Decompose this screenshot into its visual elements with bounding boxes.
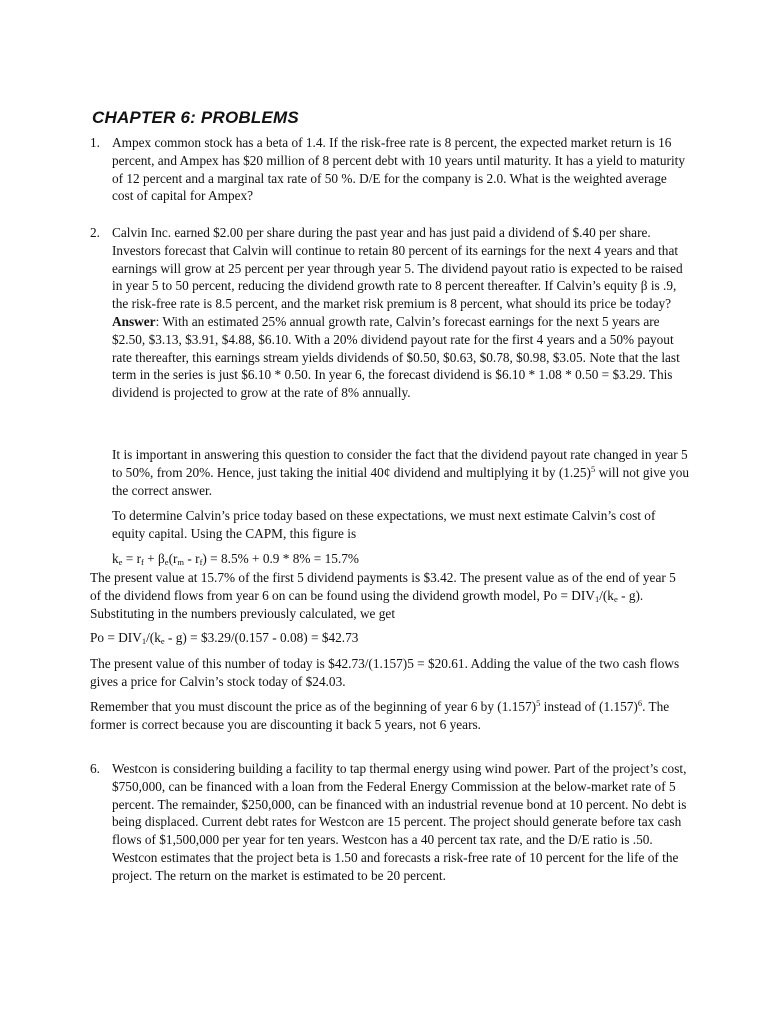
problem-2 <box>90 224 690 402</box>
problem-6 <box>90 760 690 885</box>
problem-text: Calvin Inc. earned $2.00 per share during the past year and has just paid a dividend of $.40 per share. Investors forecast that Calvin will continue to retain 80 percent of its earnings for the next 4 years and that earnings will grow at 25 percent per year through year 5. The dividend payout ratio is expected to be raised in year 5 to 50 percent, reducing the dividend growth rate to 8 percent thereafter. If Calvin’s equity β is .9, the risk-free rate is 8.5 percent, and the market risk premium is 8 percent, what should its price be today? <box>112 225 683 312</box>
present-value-today-paragraph: The present value of this number of today is $42.73/(1.157)5 = $20.61. Adding the value of the two cash flows gives a price for Calvin’s stock today of $24.03. <box>90 656 680 689</box>
remember-paragraph: Remember that you must discount the price as of the beginning of year 6 by $(1.157)^5$ instead of $(1.157)^6$. The former is correct because you are discounting it back 5 years, not 6 years. <box>90 698 670 732</box>
chapter-title: CHAPTER 6: PROBLEMS <box>92 108 299 127</box>
capm-paragraph: To determine Calvin’s price today based on these expectations, we must next estimate Calvin’s cost of equity capital. Using the CAPM, this figure is <box>112 508 656 541</box>
po-equation: $Po = DIV_1/(k_e - g)$ = $3.29/(0.157 - 0.08) = $42.73 <box>90 630 359 646</box>
problem-number: 1. <box>90 135 100 150</box>
problem-text: Westcon is considering building a facility to tap thermal energy using wind power. Part of the project’s cost, $750,000, can be financed with a loan from the Federal Energy Commission at the below-market rate of 5 percent. The remainder, $250,000, can be financed with an industrial revenue bond at 10 percent. No debt is being displaced. Current debt rates for Westcon are 15 percent. The project should generate before tax cash flows of $1,500,000 per year for ten years. Westcon has a 40 percent tax rate, and the D/E ratio is .50. Westcon estimates that the project beta is 1.50 and forecasts a risk-free rate of 10 percent for the life of the project. The return on the market is estimated to be 20 percent. <box>112 761 687 883</box>
problem-number: 6. <box>90 761 100 776</box>
problem-1 <box>90 134 690 205</box>
payout-paragraph: It is important in answering this question to consider the fact that the dividend payout rate changed in year 5 to 50%, from 20%. Hence, just taking the initial 40¢ dividend and multiplying it by $(1.25)^5$ will not give you the correct answer. <box>112 447 690 498</box>
answer-paragraph <box>112 313 690 402</box>
capm-formula: $k_e = r_f + \beta_e(r_m - r_f) = 8.5\% + 0.9 * 8\% = 15.7\%$ <box>112 551 359 567</box>
answer-text: : With an estimated 25% annual growth rate, Calvin’s forecast earnings for the next 5 years are $2.50, $3.13, $3.91, $4.88, $6.10. With a 20% dividend payout rate for the first 4 years and a 50% payout rate thereafter, this earnings stream yields dividends of $0.50, $0.63, $0.78, $0.98, $3.05. Note that the last term in the series is just $6.10 * 0.50. In year 6, the forecast dividend is $6.10 * 1.08 * 0.50 = $3.29. This dividend is projected to grow at the rate of 8% annually. <box>112 313 680 401</box>
problem-text: Ampex common stock has a beta of 1.4. If the risk-free rate is 8 percent, the expected market return is 16 percent, and Ampex has $20 million of 8 percent debt with 10 years until maturity. It has a yield to maturity of 12 percent and a marginal tax rate of 50 %. D/E for the company is 2.0. What is the weighted average cost of capital for Ampex? <box>112 135 685 204</box>
answer-label: Answer <box>112 313 156 329</box>
problem-number: 2. <box>90 225 100 240</box>
present-value-paragraph: The present value at 15.7% of the first 5 dividend payments is $3.42. The present value as of the end of year 5 of the dividend flows from year 6 on can be found using the dividend growth model, $Po = DIV_1/(k_e - g)$. Substituting in the numbers previously calculated, we get <box>90 570 676 621</box>
